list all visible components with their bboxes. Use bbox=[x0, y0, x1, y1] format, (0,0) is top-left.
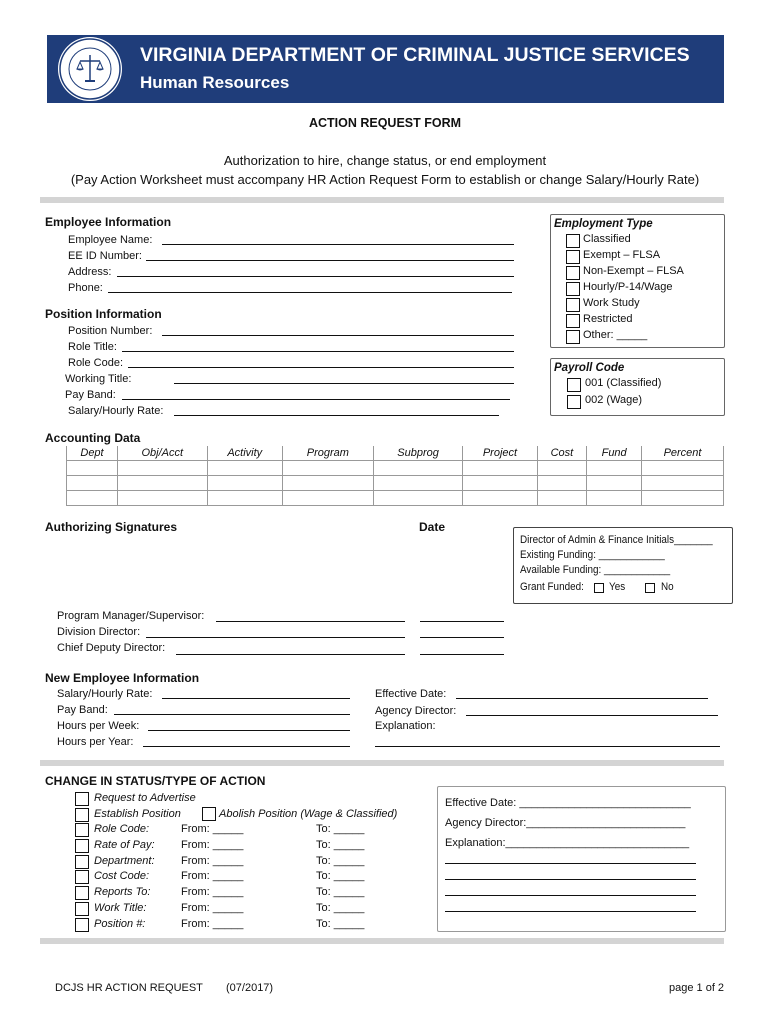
footer-revision: (07/2017) bbox=[226, 982, 274, 994]
footer-page-number: page 1 of 2 bbox=[669, 982, 725, 994]
address-field[interactable] bbox=[117, 276, 514, 277]
salary-rate-label: Salary/Hourly Rate: bbox=[68, 405, 164, 417]
from-field[interactable]: From: _____ bbox=[181, 917, 244, 930]
checkbox[interactable] bbox=[566, 314, 580, 328]
change-checkbox[interactable] bbox=[75, 823, 89, 837]
chief-deputy-signature-field[interactable] bbox=[176, 654, 405, 655]
change-checkbox[interactable] bbox=[75, 886, 89, 900]
change-status-heading: CHANGE IN STATUS/TYPE OF ACTION bbox=[45, 774, 266, 788]
authorization-line: Authorization to hire, change status, or end employment bbox=[223, 153, 547, 168]
date-heading: Date bbox=[419, 520, 446, 534]
checkbox[interactable] bbox=[566, 250, 580, 264]
ne-explanation-label: Explanation: bbox=[375, 720, 436, 732]
change-explanation[interactable]: Explanation:______________________________ bbox=[445, 837, 690, 849]
phone-field[interactable] bbox=[108, 292, 512, 293]
abolish-position-checkbox[interactable] bbox=[202, 807, 216, 821]
employee-name-field[interactable] bbox=[162, 244, 514, 245]
salary-rate-field[interactable] bbox=[174, 415, 499, 416]
change-effective-date[interactable]: Effective Date: ____________________________ bbox=[445, 797, 691, 809]
establish-position-checkbox[interactable] bbox=[75, 808, 89, 822]
ee-id-label: EE ID Number: bbox=[68, 250, 142, 262]
change-row: Department: From: _____ To: _____ bbox=[75, 855, 395, 871]
to-field[interactable]: To: _____ bbox=[316, 838, 365, 851]
program-manager-signature-field[interactable] bbox=[216, 621, 405, 622]
change-row: Position #: From: _____ To: _____ bbox=[75, 918, 395, 934]
dcjs-seal-logo bbox=[58, 37, 122, 101]
position-info-heading: Position Information bbox=[45, 307, 162, 321]
table-row[interactable] bbox=[67, 491, 724, 506]
col-dept: Dept bbox=[67, 446, 118, 461]
finance-initials: Director of Admin & Finance Initials_______ bbox=[520, 534, 713, 546]
to-field[interactable]: To: _____ bbox=[316, 886, 365, 899]
program-manager-date-field[interactable] bbox=[420, 621, 504, 622]
col-fund: Fund bbox=[587, 446, 642, 461]
change-row: Reports To: From: _____ To: _____ bbox=[75, 886, 395, 902]
explanation-line[interactable] bbox=[445, 911, 696, 912]
checkbox[interactable] bbox=[566, 330, 580, 344]
section-divider bbox=[40, 938, 724, 944]
role-title-field[interactable] bbox=[122, 351, 514, 352]
explanation-line[interactable] bbox=[445, 879, 696, 880]
payroll-002-label: 002 (Wage) bbox=[585, 394, 643, 406]
position-number-field[interactable] bbox=[162, 335, 514, 336]
accounting-table bbox=[66, 446, 724, 506]
checkbox[interactable] bbox=[566, 234, 580, 248]
ne-effective-date-label: Effective Date: bbox=[375, 688, 447, 700]
table-row[interactable] bbox=[67, 476, 724, 491]
authorizing-signatures-heading: Authorizing Signatures bbox=[45, 520, 177, 534]
grant-funded-label: Grant Funded: bbox=[520, 581, 584, 593]
role-code-label: Role Code: bbox=[68, 357, 124, 369]
ne-pay-band-label: Pay Band: bbox=[57, 704, 108, 716]
change-checkbox[interactable] bbox=[75, 870, 89, 884]
hours-year-field[interactable] bbox=[143, 746, 350, 747]
col-obj-acct: Obj/Acct bbox=[118, 446, 208, 461]
col-percent: Percent bbox=[642, 446, 724, 461]
change-row: Role Code: From: _____ To: _____ bbox=[75, 823, 395, 839]
address-label: Address: bbox=[68, 266, 112, 278]
table-header-row bbox=[67, 446, 724, 461]
ee-id-field[interactable] bbox=[146, 260, 514, 261]
phone-label: Phone: bbox=[68, 282, 103, 294]
change-checkbox[interactable] bbox=[75, 855, 89, 869]
change-agency-director[interactable]: Agency Director:__________________________ bbox=[445, 817, 686, 829]
establish-position-label: Establish Position bbox=[94, 808, 181, 820]
new-employee-heading: New Employee Information bbox=[45, 671, 200, 685]
from-field[interactable]: From: _____ bbox=[181, 854, 244, 867]
explanation-line[interactable] bbox=[445, 895, 696, 896]
request-advertise-checkbox[interactable] bbox=[75, 792, 89, 806]
available-funding: Available Funding: ____________ bbox=[520, 564, 671, 576]
request-advertise-label: Request to Advertise bbox=[94, 792, 196, 804]
grant-yes-label: Yes bbox=[609, 581, 626, 593]
change-row: Rate of Pay: From: _____ To: _____ bbox=[75, 839, 395, 855]
change-checkbox[interactable] bbox=[75, 902, 89, 916]
checkbox[interactable] bbox=[566, 282, 580, 296]
ne-pay-band-field[interactable] bbox=[114, 714, 350, 715]
checkbox[interactable] bbox=[566, 266, 580, 280]
ne-explanation-field[interactable] bbox=[375, 746, 720, 747]
role-title-label: Role Title: bbox=[68, 341, 117, 353]
change-checkbox[interactable] bbox=[75, 839, 89, 853]
chief-deputy-label: Chief Deputy Director: bbox=[57, 642, 166, 654]
footer-form-name: DCJS HR ACTION REQUEST bbox=[55, 982, 203, 994]
from-field[interactable]: From: _____ bbox=[181, 886, 244, 899]
change-row: Cost Code: From: _____ To: _____ bbox=[75, 870, 395, 886]
explanation-line[interactable] bbox=[445, 863, 696, 864]
col-program: Program bbox=[282, 446, 373, 461]
employment-type-heading: Employment Type bbox=[554, 218, 653, 230]
grant-no-checkbox[interactable] bbox=[645, 583, 655, 593]
employee-info-heading: Employee Information bbox=[45, 215, 172, 229]
col-project: Project bbox=[463, 446, 537, 461]
banner-subtitle: Human Resources bbox=[140, 73, 290, 92]
from-field[interactable]: From: _____ bbox=[181, 901, 244, 914]
program-manager-label: Program Manager/Supervisor: bbox=[57, 610, 205, 622]
payroll-001-label: 001 (Classified) bbox=[585, 377, 662, 389]
payroll-code-heading: Payroll Code bbox=[554, 362, 625, 374]
grant-no-label: No bbox=[661, 581, 674, 593]
checkbox[interactable] bbox=[566, 298, 580, 312]
pay-band-label: Pay Band: bbox=[65, 389, 116, 401]
to-field[interactable]: To: _____ bbox=[316, 854, 365, 867]
employee-name-label: Employee Name: bbox=[68, 234, 153, 246]
pay-action-note: (Pay Action Worksheet must accompany HR Action Request Form to establish or change Salary/Hourly Rate) bbox=[70, 172, 700, 187]
division-director-signature-field[interactable] bbox=[146, 637, 405, 638]
ne-agency-director-field[interactable] bbox=[466, 715, 718, 716]
from-field[interactable]: From: _____ bbox=[181, 823, 244, 835]
accounting-data-heading: Accounting Data bbox=[45, 431, 141, 445]
ne-salary-label: Salary/Hourly Rate: bbox=[57, 688, 153, 700]
change-row: Work Title: From: _____ To: _____ bbox=[75, 902, 395, 918]
pay-band-field[interactable] bbox=[122, 399, 510, 400]
working-title-label: Working Title: bbox=[65, 373, 132, 385]
position-number-label: Position Number: bbox=[68, 325, 153, 337]
role-code-field[interactable] bbox=[128, 367, 514, 368]
division-director-date-field[interactable] bbox=[420, 637, 504, 638]
ne-salary-field[interactable] bbox=[162, 698, 350, 699]
section-divider bbox=[40, 197, 724, 203]
payroll-001-checkbox[interactable] bbox=[567, 378, 581, 392]
change-rows bbox=[75, 823, 395, 934]
working-title-field[interactable] bbox=[174, 383, 514, 384]
ne-agency-director-label: Agency Director: bbox=[375, 705, 457, 717]
division-director-label: Division Director: bbox=[57, 626, 141, 638]
table-row[interactable] bbox=[67, 461, 724, 476]
to-field[interactable]: To: _____ bbox=[316, 823, 365, 835]
existing-funding: Existing Funding: ____________ bbox=[520, 549, 665, 561]
col-subprog: Subprog bbox=[373, 446, 463, 461]
from-field[interactable]: From: _____ bbox=[181, 870, 244, 883]
hours-week-label: Hours per Week: bbox=[57, 720, 140, 732]
hours-year-label: Hours per Year: bbox=[57, 736, 134, 748]
col-cost: Cost bbox=[537, 446, 587, 461]
chief-deputy-date-field[interactable] bbox=[420, 654, 504, 655]
col-activity: Activity bbox=[207, 446, 282, 461]
to-field[interactable]: To: _____ bbox=[316, 870, 365, 883]
from-field[interactable]: From: _____ bbox=[181, 838, 244, 851]
hours-week-field[interactable] bbox=[148, 730, 350, 731]
change-checkbox[interactable] bbox=[75, 918, 89, 932]
grant-yes-checkbox[interactable] bbox=[594, 583, 604, 593]
payroll-002-checkbox[interactable] bbox=[567, 395, 581, 409]
to-field[interactable]: To: _____ bbox=[316, 901, 365, 914]
banner-title: VIRGINIA DEPARTMENT OF CRIMINAL JUSTICE SERVICES bbox=[140, 44, 690, 66]
form-title: ACTION REQUEST FORM bbox=[308, 116, 462, 130]
to-field[interactable]: To: _____ bbox=[316, 917, 365, 930]
abolish-position-label: Abolish Position (Wage & Classified) bbox=[219, 808, 398, 820]
section-divider bbox=[40, 760, 724, 766]
ne-effective-date-field[interactable] bbox=[456, 698, 708, 699]
